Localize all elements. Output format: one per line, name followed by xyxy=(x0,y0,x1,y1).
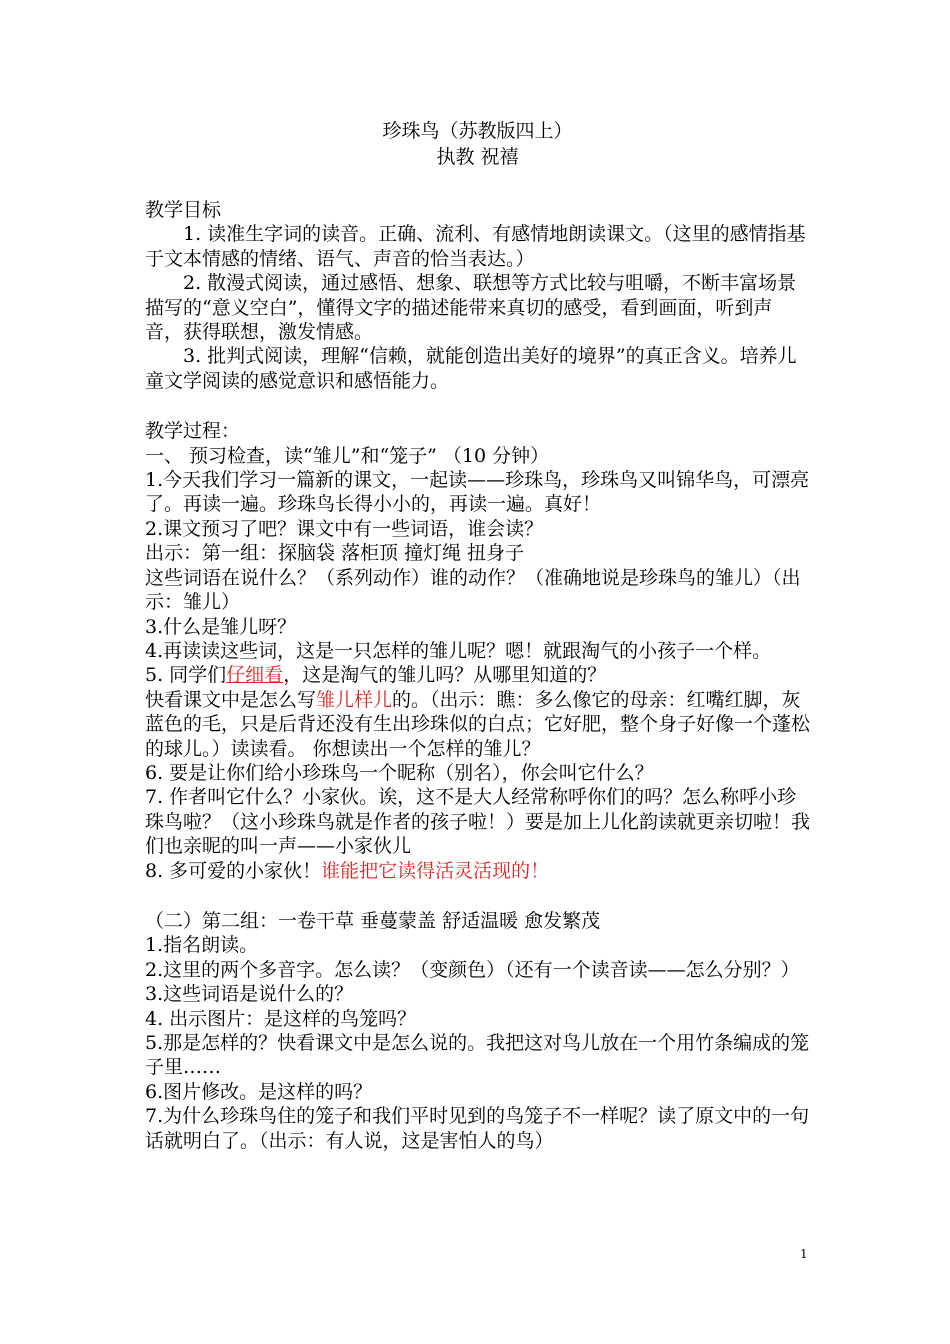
goals-heading: 教学目标 xyxy=(145,199,222,221)
paragraph: 出示：第一组：探脑袋 落柜顶 撞灯绳 扭身子 xyxy=(145,542,525,565)
paragraph: 1.今天我们学习一篇新的课文，一起读——珍珠鸟，珍珠鸟又叫锦华鸟，可漂亮了。再读一遍。珍珠鸟长得小小的，再读一遍。真好！ xyxy=(145,469,810,516)
paragraph: 6.图片修改。是这样的吗？ xyxy=(145,1080,373,1103)
paragraph: 1.指名朗读。 xyxy=(145,934,259,957)
document-page xyxy=(145,118,810,1153)
page-number: 1 xyxy=(800,1247,808,1261)
text-span: 8. 多可爱的小家伙！ xyxy=(145,859,322,882)
text-span: 快看课文中是怎么写 xyxy=(145,688,317,711)
paragraph: 5.那是怎样的？快看课文中是怎么说的。我把这对鸟儿放在一个用竹条编成的笼子里…… xyxy=(145,1032,810,1079)
paragraph: 这些词语在说什么？（系列动作）谁的动作？（准确地说是珍珠鸟的雏儿）（出示：雏儿） xyxy=(145,566,801,614)
text-span: 的。（出示：瞧：多么像它的母亲：红嘴红脚，灰蓝色的毛，只是后背还没有生出珍珠似的白点；它好肥，整个身子好像一个蓬松的球儿。）读读看。 你想读出一个怎样的雏儿？ xyxy=(145,688,811,760)
paragraph: 3.什么是雏儿呀？ xyxy=(145,615,297,638)
teacher-line: 执教 祝禧 xyxy=(436,146,519,168)
goal-item: 1. 读准生字词的读音。正确、流利、有感情地朗读课文。（这里的感情指基于文本情感的情绪、语气、声音的恰当表达。） xyxy=(145,223,806,270)
paragraph xyxy=(145,663,810,687)
section-title: （二）第二组：一卷干草 垂蔓蒙盖 舒适温暖 愈发繁茂 xyxy=(145,909,601,932)
highlighted-text: 雏儿样儿 xyxy=(316,688,393,711)
highlighted-text: 仔细看 xyxy=(226,664,284,687)
paragraph: 4. 出示图片：是这样的鸟笼吗？ xyxy=(145,1007,417,1030)
paragraph xyxy=(145,859,810,883)
paragraph: 7.为什么珍珠鸟住的笼子和我们平时见到的鸟笼子不一样呢？读了原文中的一句话就明白了。（出示：有人说，这是害怕人的鸟） xyxy=(145,1105,810,1152)
paragraph: 6. 要是让你们给小珍珠鸟一个昵称（别名），你会叫它什么？ xyxy=(145,761,654,784)
paragraph: 3.这些词语是说什么的？ xyxy=(145,983,354,1006)
highlighted-text: 谁能把它读得活灵活现的！ xyxy=(321,859,550,882)
process-heading: 教学过程： xyxy=(145,420,241,443)
document-title: 珍珠鸟（苏教版四上） xyxy=(382,120,573,142)
paragraph xyxy=(145,688,810,761)
text-span: ，这是淘气的雏儿吗？从哪里知道的？ xyxy=(283,664,607,687)
paragraph: 2.课文预习了吧？课文中有一些词语，谁会读？ xyxy=(145,517,544,540)
goal-item: 3. 批判式阅读，理解“信赖，就能创造出美好的境界”的真正含义。培养儿童文学阅读的感觉意识和感悟能力。 xyxy=(145,345,797,392)
section-title: 一、 预习检查，读“雏儿”和“笼子” （10 分钟） xyxy=(145,444,550,467)
paragraph: 2.这里的两个多音字。怎么读？（变颜色）（还有一个读音读——怎么分别？） xyxy=(145,958,800,981)
paragraph: 7. 作者叫它什么？小家伙。诶，这不是大人经常称呼你们的吗？怎么称呼小珍珠鸟啦？（这小珍珠鸟就是作者的孩子啦！）要是加上儿化韵读就更亲切啦！我们也亲昵的叫一声——小家伙儿 xyxy=(145,786,811,858)
text-span: 5. 同学们 xyxy=(145,664,227,687)
paragraph: 4.再读读这些词，这是一只怎样的雏儿呢？嗯！就跟淘气的小孩子一个样。 xyxy=(145,639,772,662)
goal-item: 2. 散漫式阅读，通过感悟、想象、联想等方式比较与咀嚼，不断丰富场景描写的“意义空白”，懂得文字的描述能带来真切的感受，看到画面，听到声音，获得联想，激发情感。 xyxy=(145,272,797,344)
